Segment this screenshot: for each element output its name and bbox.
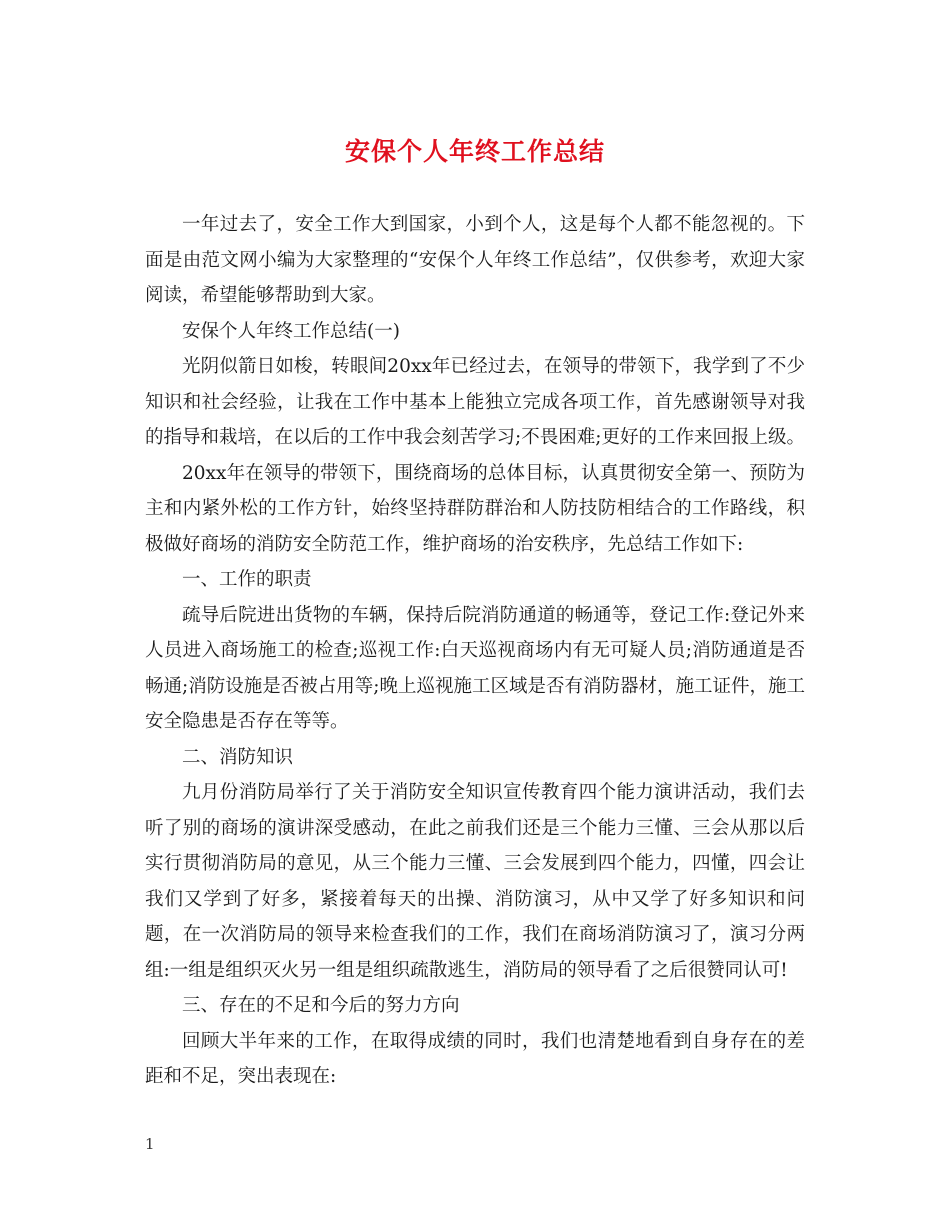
- paragraph-work-principle: 20xx年在领导的带领下，围绕商场的总体目标，认真贯彻安全第一、预防为主和内紧外松的工作方针，始终坚持群防群治和人防技防相结合的工作路线，积极做好商场的消防安全防范工作，维护商场的治安秩序，先总结工作如下:: [145, 462, 805, 555]
- paragraph-year-review: 光阴似箭日如梭，转眼间20xx年已经过去，在领导的带领下，我学到了不少知识和社会经验，让我在工作中基本上能独立完成各项工作，首先感谢领导对我的指导和栽培，在以后的工作中我会刻苦学习;不畏困难;更好的工作来回报上级。: [145, 356, 805, 448]
- paragraph-duties: 疏导后院进出货物的车辆，保持后院消防通道的畅通等，登记工作:登记外来人员进入商场施工的检查;巡视工作:白天巡视商场内有无可疑人员;消防通道是否畅通;消防设施是否被占用等;晚上巡视施工区域是否有消防器材，施工证件，施工安全隐患是否存在等等。: [145, 604, 805, 732]
- page-number: 1: [145, 1135, 155, 1153]
- paragraph-section-heading-one: 安保个人年终工作总结(一): [182, 320, 400, 342]
- document-body: [145, 207, 805, 1095]
- paragraph-fire-knowledge: 九月份消防局举行了关于消防安全知识宣传教育四个能力演讲活动，我们去听了别的商场的演讲深受感动，在此之前我们还是三个能力三懂、三会从那以后实行贯彻消防局的意见，从三个能力三懂、三会发展到四个能力，四懂，四会让我们又学到了好多，紧接着每天的出操、消防演习，从中又学了好多知识和问题，在一次消防局的领导来检查我们的工作，我们在商场消防演习了，演习分两组:一组是组织灭火另一组是组织疏散逃生，消防局的领导看了之后很赞同认可!: [145, 782, 805, 981]
- paragraph-intro: 一年过去了，安全工作大到国家，小到个人，这是每个人都不能忽视的。下面是由范文网小编为大家整理的“安保个人年终工作总结”，仅供参考，欢迎大家阅读，希望能够帮助到大家。: [145, 214, 805, 306]
- paragraph-fire-knowledge-heading: 二、消防知识: [182, 746, 294, 768]
- paragraph-shortcomings: 回顾大半年来的工作，在取得成绩的同时，我们也清楚地看到自身存在的差距和不足，突出表现在:: [145, 1030, 805, 1087]
- paragraph-shortcomings-heading: 三、存在的不足和今后的努力方向: [182, 995, 460, 1016]
- paragraph-duties-heading: 一、工作的职责: [182, 569, 312, 590]
- document-title: 安保个人年终工作总结: [344, 137, 605, 166]
